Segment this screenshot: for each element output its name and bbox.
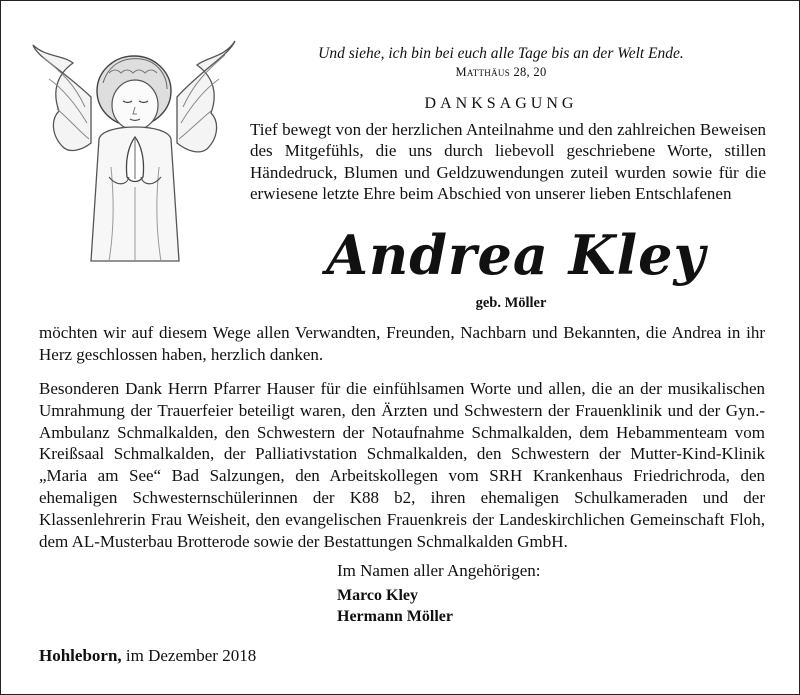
praying-angel-illustration bbox=[29, 27, 239, 267]
notice-heading: DANKSAGUNG bbox=[424, 95, 578, 112]
thanks-paragraph: möchten wir auf diesem Wege allen Verwandten, Freunden, Nachbarn und Bekannten, die Andrea in ihr Herz geschlossen haben, herzlich danken. bbox=[39, 323, 765, 364]
intro-paragraph: Tief bewegt von der herzlichen Anteilnahme und den zahlreichen Beweisen des Mitgefühls, die uns durch liebevoll geschriebene Worte, stillen Händedruck, Blumen und Geldzuwendungen zuteil wurden sowie für die erwiesene letzte Ehre beim Abschied von unserer lieben Entschlafenen bbox=[250, 120, 766, 204]
date: im Dezember 2018 bbox=[125, 646, 257, 665]
deceased-name: Andrea Kley bbox=[326, 223, 706, 287]
signer-name: Hermann Möller bbox=[337, 608, 453, 625]
place: Hohleborn, bbox=[39, 646, 122, 665]
place-and-date bbox=[39, 646, 256, 666]
deceased-birth-name: geb. Möller bbox=[475, 295, 547, 311]
signoff-line: Im Namen aller Angehörigen: bbox=[337, 561, 541, 580]
signer-name: Marco Kley bbox=[337, 587, 419, 604]
bible-verse: Und siehe, ich bin bei euch alle Tage bis an der Welt Ende. bbox=[318, 45, 684, 62]
special-thanks-paragraph: Besonderen Dank Herrn Pfarrer Hauser für die einfühlsamen Worte und allen, die an der musikalischen Umrahmung der Trauerfeier beteiligt waren, den Ärzten und Schwestern der Frauenklinik und der Gyn.-Ambulanz Schmalkalden, den Schwestern der Notaufnahme Schmalkalden, dem Hebammenteam vom Kreißsaal Schmalkalden, der Palliativstation Schmalkalden, den Schwestern der Mutter-Kind-Klinik „Maria am See“ Bad Salzungen, den Arbeitskollegen vom SRH Krankenhaus Friedrichroda, den ehemaligen Schwesternschülerinnen der K88 b2, ihren ehemaligen Schulkameraden und der Klassenlehrerin Frau Weisheit, den evangelischen Frauenkreis der Landeskirchlichen Gemeinschaft Floh, dem AL-Musterbau Brotterode sowie der Bestattungen Schmalkalden GmbH. bbox=[39, 379, 765, 551]
bible-verse-source: Matthäus 28, 20 bbox=[455, 65, 547, 79]
